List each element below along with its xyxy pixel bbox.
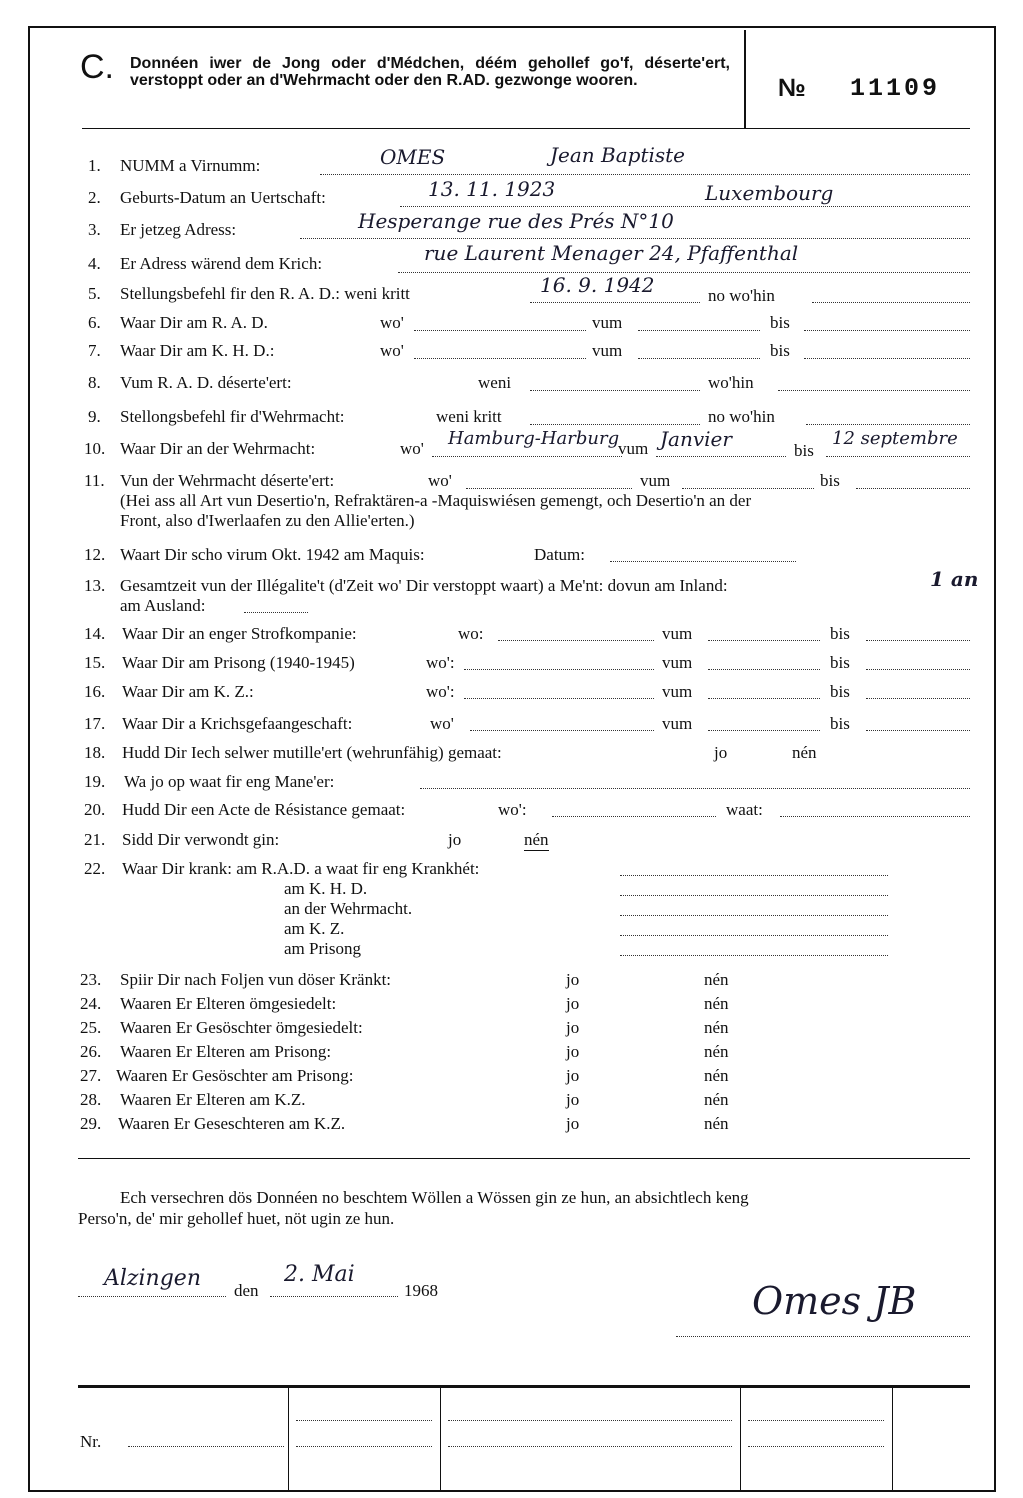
from-field[interactable]: [638, 358, 760, 359]
illness-sub-label: am K. Z.: [284, 919, 345, 938]
yes-option[interactable]: jo: [566, 970, 580, 989]
prison-from-field[interactable]: [708, 669, 820, 670]
penal-to-field[interactable]: [866, 640, 970, 641]
row-number: 7.: [88, 341, 101, 360]
illness-prison-field[interactable]: [620, 955, 888, 956]
table-divider: [740, 1388, 741, 1492]
to-label: bis: [830, 714, 850, 733]
row-label: Waar Dir am K. H. D.:: [120, 341, 275, 360]
handwritten-birth-date: 13. 11. 1923: [428, 177, 556, 201]
row-label: Waar Dir krank: am R.A.D. a waat fir eng Krankhét:: [122, 859, 480, 878]
handwritten-inland-months: 1 an: [930, 567, 979, 591]
form-letter: C.: [80, 48, 114, 86]
handwritten-current-address: Hesperange rue des Prés N°10: [358, 209, 674, 233]
header-divider: [744, 30, 746, 128]
from-label: vum: [592, 341, 623, 360]
row-label: Waart Dir scho virum Okt. 1942 am Maquis:: [120, 545, 425, 564]
wo-label: wo': [380, 313, 404, 332]
yes-option[interactable]: jo: [714, 743, 728, 762]
row-label: Er jetzeg Adress:: [120, 220, 237, 239]
row-number: 29.: [80, 1114, 102, 1133]
wo-label: wo': [430, 714, 454, 733]
handwritten-last-name: OMES: [380, 145, 446, 169]
from-label: vum: [662, 624, 693, 643]
pow-where-field[interactable]: [470, 730, 654, 731]
wehrmacht-to-field[interactable]: [826, 456, 970, 457]
handwritten-wehrmacht-to: 12 septembre: [832, 428, 958, 449]
desertion-from-field[interactable]: [682, 488, 814, 489]
what-label: waat:: [726, 800, 763, 819]
row-number: 13.: [84, 576, 106, 595]
number-sign: №: [778, 74, 807, 102]
wo-label: wo:: [458, 624, 484, 643]
row-label: NUMM a Virnumm:: [120, 156, 261, 175]
no-option[interactable]: nén: [704, 1090, 729, 1109]
no-option[interactable]: nén: [704, 1066, 729, 1085]
row-number: 26.: [80, 1042, 102, 1061]
from-label: vum: [662, 653, 693, 672]
illness-sub-label: an der Wehrmacht.: [284, 899, 413, 918]
resistance-what-field[interactable]: [780, 816, 970, 817]
row-number: 1.: [88, 156, 101, 175]
weni-label: weni: [478, 373, 512, 392]
row-number: 28.: [80, 1090, 102, 1109]
place-field[interactable]: [78, 1296, 226, 1297]
wehrmacht-where-field[interactable]: [432, 456, 622, 457]
row-label: Vum R. A. D. déserte'ert:: [120, 373, 292, 392]
to-field[interactable]: [804, 358, 970, 359]
row-number: 24.: [80, 994, 102, 1013]
to-label: bis: [820, 471, 840, 490]
handwritten-birth-place: Luxembourg: [705, 181, 834, 205]
handwritten-date: 2. Mai: [284, 1262, 355, 1287]
row-label: Stellungsbefehl fir den R. A. D.: weni kritt: [120, 284, 410, 303]
wehrmacht-destination-field[interactable]: [806, 424, 970, 425]
pow-from-field[interactable]: [708, 730, 820, 731]
row-number: 8.: [88, 373, 101, 392]
row-number: 11.: [84, 471, 105, 490]
row-number: 16.: [84, 682, 106, 701]
row-number: 20.: [84, 800, 106, 819]
resistance-where-field[interactable]: [552, 816, 716, 817]
birth-field[interactable]: [400, 206, 970, 207]
date-field[interactable]: [270, 1296, 398, 1297]
prison-where-field[interactable]: [464, 669, 654, 670]
penal-from-field[interactable]: [708, 640, 820, 641]
row-number: 12.: [84, 545, 106, 564]
wohin-label: wo'hin: [708, 373, 754, 392]
row-label: Waaren Er Elteren am Prisong:: [120, 1042, 332, 1061]
row-number: 6.: [88, 313, 101, 332]
illness-wehrmacht-field[interactable]: [620, 915, 888, 916]
no-option[interactable]: nén: [704, 1114, 729, 1133]
illness-kz-field[interactable]: [620, 935, 888, 936]
yes-option[interactable]: jo: [566, 1090, 580, 1109]
from-label: vum: [640, 471, 671, 490]
row-label: Wa jo op waat fir eng Mane'er:: [124, 772, 335, 791]
kz-from-field[interactable]: [708, 698, 820, 699]
row-number: 3.: [88, 220, 101, 239]
row-number: 27.: [80, 1066, 102, 1085]
rad-order-date-field[interactable]: [530, 302, 700, 303]
yes-option[interactable]: jo: [566, 1066, 580, 1085]
manner-field[interactable]: [420, 788, 970, 789]
from-label: vum: [662, 714, 693, 733]
no-option[interactable]: nén: [704, 970, 729, 989]
row-label: Waaren Er Gesöschter am Prisong:: [116, 1066, 354, 1085]
wo-label: wo':: [426, 653, 455, 672]
no-option[interactable]: nén: [792, 743, 817, 762]
row-label: Waaren Er Elteren ömgesiedelt:: [120, 994, 337, 1013]
no-option[interactable]: nén: [704, 1018, 729, 1037]
illness-sub-label: am K. H. D.: [284, 879, 368, 898]
row-number: 22.: [84, 859, 106, 878]
yes-option[interactable]: jo: [566, 1042, 580, 1061]
row-label: Waar Dir a Krichsgefaangeschaft:: [122, 714, 353, 733]
abroad-label: am Ausland:: [120, 596, 206, 615]
illness-rad-field[interactable]: [620, 875, 888, 876]
table-divider: [892, 1388, 893, 1492]
row-number: 10.: [84, 439, 106, 458]
illness-sub-label: am Prisong: [284, 939, 361, 958]
kz-where-field[interactable]: [464, 698, 654, 699]
wo-label: wo': [428, 471, 452, 490]
yes-option[interactable]: jo: [448, 830, 462, 849]
yes-option[interactable]: jo: [566, 994, 580, 1013]
wo-label: wo': [400, 439, 424, 458]
to-label: bis: [830, 682, 850, 701]
table-cell-field[interactable]: [296, 1420, 432, 1421]
table-cell-field[interactable]: [296, 1446, 432, 1447]
datum-label: Datum:: [534, 545, 585, 564]
where-field[interactable]: [414, 330, 586, 331]
war-address-field[interactable]: [398, 272, 970, 273]
row-label: Stellongsbefehl fir d'Wehrmacht:: [120, 407, 345, 426]
row-label: Waar Dir am K. Z.:: [122, 682, 254, 701]
row-number: 4.: [88, 254, 101, 273]
handwritten-wehrmacht-from: Janvier: [660, 427, 732, 451]
row-number: 18.: [84, 743, 106, 762]
handwritten-rad-order-date: 16. 9. 1942: [540, 273, 655, 297]
wehrmacht-from-field[interactable]: [656, 456, 786, 457]
rad-destination-field[interactable]: [812, 302, 970, 303]
from-label: vum: [592, 313, 623, 332]
header-rule: [82, 128, 970, 129]
row-number: 2.: [88, 188, 101, 207]
row-number: 9.: [88, 407, 101, 426]
year-label: 1968: [404, 1281, 438, 1300]
table-cell-field[interactable]: [448, 1420, 732, 1421]
row-label: Gesamtzeit vun der Illégalite't (d'Zeit wo' Dir verstoppt waart) a Me'nt: dovun am Inland:: [120, 576, 728, 595]
den-label: den: [234, 1281, 259, 1300]
weni-label: weni kritt: [436, 407, 502, 426]
row-number: 5.: [88, 284, 101, 303]
no-option[interactable]: nén: [704, 1042, 729, 1061]
illness-khd-field[interactable]: [620, 895, 888, 896]
row-label: Hudd Dir een Acte de Résistance gemaat:: [122, 800, 406, 819]
desertion-destination-field[interactable]: [778, 390, 970, 391]
nr-label: Nr.: [80, 1432, 102, 1451]
form-heading: Donnéen iwer de Jong oder d'Médchen, déém gehollef go'f, déserte'ert, verstoppt oder an d'Wehrmacht oder den R.AD. gezwonge wooren.: [130, 55, 730, 89]
no-option[interactable]: nén: [704, 994, 729, 1013]
row-label: Geburts-Datum an Uertschaft:: [120, 188, 326, 207]
row-number: 25.: [80, 1018, 102, 1037]
to-label: bis: [794, 441, 814, 460]
form-number: 11109: [850, 74, 941, 103]
where-field[interactable]: [414, 358, 586, 359]
handwritten-war-address: rue Laurent Menager 24, Pfaffenthal: [424, 241, 799, 265]
from-label: vum: [618, 439, 649, 458]
row-label: Vun der Wehrmacht déserte'ert:: [120, 471, 335, 490]
row-label: Waaren Er Elteren am K.Z.: [120, 1090, 306, 1109]
nr-field[interactable]: [128, 1446, 284, 1447]
from-field[interactable]: [638, 330, 760, 331]
table-divider: [288, 1388, 289, 1492]
row-number: 23.: [80, 970, 102, 989]
name-field[interactable]: [320, 174, 970, 175]
to-label: bis: [830, 624, 850, 643]
wehrmacht-order-date-field[interactable]: [530, 424, 700, 425]
wo-label: wo':: [498, 800, 527, 819]
signature-field[interactable]: [676, 1336, 970, 1337]
declaration-text: Ech versechren dös Donnéen no beschtem Wöllen a Wössen gin ze hun, an absichtlech keng: [120, 1188, 749, 1207]
no-option[interactable]: nén: [524, 830, 549, 849]
row-label: Waaren Er Gesöschter ömgesiedelt:: [120, 1018, 363, 1037]
row-label: Sidd Dir verwondt gin:: [122, 830, 280, 849]
signature: Omes JB: [752, 1279, 917, 1323]
abroad-months-field[interactable]: [244, 612, 308, 613]
to-label: bis: [770, 341, 790, 360]
maquis-date-field[interactable]: [610, 561, 796, 562]
desertion-note: Front, also d'Iwerlaafen zu den Allie'erten.): [120, 511, 415, 530]
from-label: vum: [662, 682, 693, 701]
handwritten-wehrmacht-where: Hamburg-Harburg: [448, 428, 620, 449]
yes-option[interactable]: jo: [566, 1114, 580, 1133]
handwritten-place: Alzingen: [104, 1266, 201, 1291]
table-cell-field[interactable]: [748, 1420, 884, 1421]
row-label: Hudd Dir Iech selwer mutille'ert (wehrunfähig) gemaat:: [122, 743, 502, 762]
declaration-text: Perso'n, de' mir gehollef huet, nöt ugin ze hun.: [78, 1209, 395, 1228]
pow-to-field[interactable]: [866, 730, 970, 731]
wo-label: wo':: [426, 682, 455, 701]
kz-to-field[interactable]: [866, 698, 970, 699]
table-divider: [440, 1388, 441, 1492]
section-rule: [78, 1158, 970, 1159]
row-number: 19.: [84, 772, 106, 791]
penal-where-field[interactable]: [498, 640, 654, 641]
row-number: 15.: [84, 653, 106, 672]
wo-label: wo': [380, 341, 404, 360]
to-label: bis: [770, 313, 790, 332]
row-label: Waar Dir an enger Strofkompanie:: [122, 624, 357, 643]
desertion-date-field[interactable]: [530, 390, 700, 391]
footer-rule: [78, 1385, 970, 1388]
row-label: Waar Dir an der Wehrmacht:: [120, 439, 316, 458]
row-number: 21.: [84, 830, 106, 849]
row-tail-label: no wo'hin: [708, 286, 775, 305]
yes-option[interactable]: jo: [566, 1018, 580, 1037]
row-label: Waaren Er Geseschteren am K.Z.: [118, 1114, 346, 1133]
address-field[interactable]: [300, 238, 970, 239]
row-label: Waar Dir am R. A. D.: [120, 313, 268, 332]
wohin-label: no wo'hin: [708, 407, 775, 426]
row-number: 14.: [84, 624, 106, 643]
to-field[interactable]: [804, 330, 970, 331]
prison-to-field[interactable]: [866, 669, 970, 670]
desertion-where-field[interactable]: [466, 488, 632, 489]
row-label: Spiir Dir nach Foljen vun döser Kränkt:: [120, 970, 392, 989]
row-number: 17.: [84, 714, 106, 733]
table-cell-field[interactable]: [448, 1446, 732, 1447]
table-cell-field[interactable]: [748, 1446, 884, 1447]
row-label: Er Adress wärend dem Krich:: [120, 254, 323, 273]
desertion-to-field[interactable]: [856, 488, 970, 489]
row-label: Waar Dir am Prisong (1940-1945): [122, 653, 355, 672]
handwritten-first-name: Jean Baptiste: [550, 143, 686, 167]
desertion-note: (Hei ass all Art vun Desertio'n, Refraktären-a -Maquiswiésen gemengt, och Desertio'n an der: [120, 491, 752, 510]
to-label: bis: [830, 653, 850, 672]
